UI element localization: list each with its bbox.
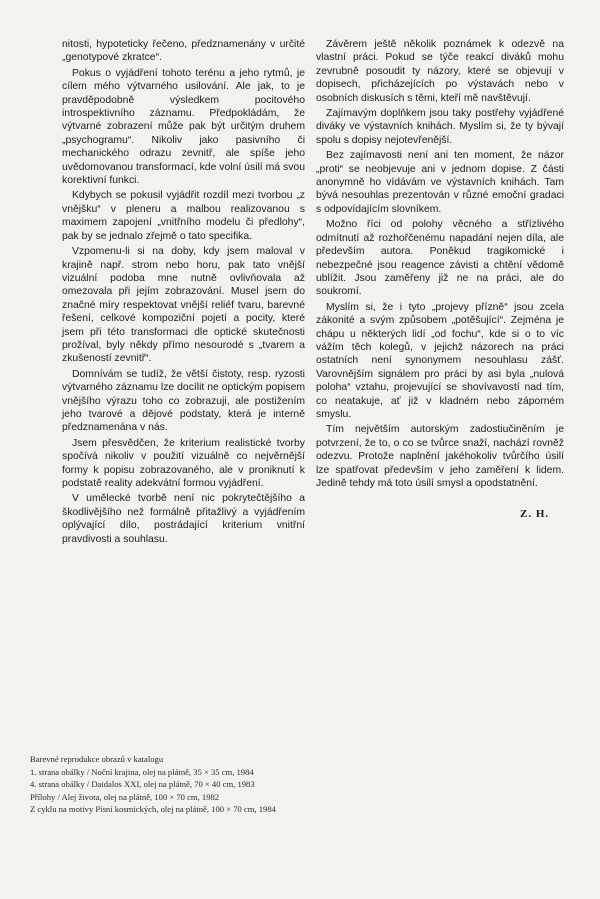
paragraph: Pokus o vyjádření tohoto terénu a jeho rytmů, je cílem mého výtvarného usilování. Ale jak, to je pravděpodobně výsledkem pocitového introspektivního záznamu. Předpokládám, že výtvarné zobrazení může pak být určitým druhem „psychogramu“. Nikoliv jako pasivního či mechanického odrazu zevnitř, ale spíše jeho uvědomovanou transformací, kde volní úsilí má svou korektivní funkci. — [62, 67, 305, 187]
paragraph: Kdybych se pokusil vyjádřit rozdíl mezi tvorbou „z vnějšku“ v pleneru a malbou realizovanou s maximem zapojení „vnitřního modelu či předlohy“, pak by se jednalo zřejmě o tato specifika. — [62, 190, 305, 242]
paragraph: Vzpomenu-li si na doby, kdy jsem maloval v krajině např. strom nebo horu, pak tato vnější vizuální podoba mne nutně ovlivňovala až omezovala při jejím zobrazování. Musel jsem do značné míry respektovat vnější reliéf tvaru, barevné řešení, celkové kompoziční pojetí a pocity, které jsem při této transformaci dle optické skutečnosti prožíval, byly někdy přímo nesourodé s „tvarem a zkušeností zevnitř“. — [62, 246, 305, 365]
paragraph: Zajímavým doplňkem jsou taky postřehy vyjádřené diváky ve výstavních knihách. Myslím si, že ty bývají spolu s dopisy nejotevřenější. — [316, 108, 564, 146]
author-signature: Z. H. — [520, 508, 550, 520]
paragraph: nitosti, hypoteticky řečeno, předznamenány v určité „genotypové zkratce“. — [62, 39, 305, 64]
reproduction-captions — [30, 753, 450, 816]
paragraph: Závěrem ještě několik poznámek k odezvě na vlastní práci. Pokud se týče reakcí diváků mohu zevrubně posoudit ty názory, které se objevují v dopisech, přicházejících po výstavách nebo v osobních diskusích s těmi, kteří mě navštěvují. — [316, 39, 564, 104]
captions-heading: Barevné reprodukce obrazů v katalogu — [30, 754, 164, 764]
caption-line: 4. strana obálky / Daidalos XXI, olej na plátně, 70 × 40 cm, 1983 — [30, 779, 255, 789]
paragraph: Myslím si, že i tyto „projevy přízně“ jsou zcela zákonité a svým způsobem „potěšující“. Zejména je chápu u některých lidí „od fochu“, kde si o to víc vážím těch kolegů, v jejichž názorech na práci ostatních není synonymem nesouhlasu zášť. Varovnějším signálem pro práci by asi byla „nulová poloha“ vztahu, projevující se shovívavostí nad tím, co neatakuje, ať již v kladném nebo záporném smyslu. — [316, 301, 564, 420]
right-text-column — [316, 38, 564, 492]
caption-line: Přílohy / Alej života, olej na plátně, 100 × 70 cm, 1982 — [30, 791, 220, 802]
paragraph: V umělecké tvorbě není nic pokrytečtějšího a škodlivějšího než formálně přitažlivý a vyjádřením oplývající dílo, postrádající kriterium vnitřní pravdivosti a souhlasu. — [62, 493, 305, 545]
paragraph: Bez zajímavosti není ani ten moment, že názor „proti“ se neobjevuje ani v jednom dopise. Z části anonymně ho vídávám ve výstavních knihách. Tam bývá nesouhlas prezentován v různé emoční gradaci s odpovídajícím slovníkem. — [316, 150, 564, 215]
caption-line: Z cyklu na motivy Písní kosmických, olej na plátně, 100 × 70 cm, 1984 — [30, 804, 276, 814]
paragraph: Jsem přesvědčen, že kriterium realistické tvorby spočívá nikoliv v použití vizuálně co nejvěrnější formy k popisu zobrazovaného, ale v proniknutí k podstatě reality adekvátní formou vyjádření. — [62, 437, 305, 489]
paragraph: Domnívám se tudíž, že větší čistoty, resp. ryzosti výtvarného záznamu lze docílit ne optickým popisem vnějšího výrazu toho co zobrazuji, ale postižením jeho tvarové a dějové podstaty, která je interně předznamenána v nás. — [62, 368, 305, 434]
caption-line: 1. strana obálky / Noční krajina, olej na plátně, 35 × 35 cm, 1984 — [30, 766, 254, 777]
paragraph: Možno říci od polohy věcného a střízlivého odmítnutí až rozhořčenému napadání nejen díla, ale především autora. Poněkud tragikomické i nebezpečné jsou reagence závisti a chtění vědomě ublížit. Jsou zaměřeny již ne na práci, ale do soukromí. — [316, 219, 564, 298]
left-text-column — [62, 38, 305, 548]
paragraph: Tím největším autorským zadostiučiněním je potvrzení, že to, o co se tvůrce snaží, nachází rovněž odezvu. Protože naplnění jakéhokoliv tvůrčího úsilí lze spatřovat především v jeho zaměření k lidem. Jedině tehdy má toto úsilí smysl a opodstatnění. — [316, 424, 564, 489]
